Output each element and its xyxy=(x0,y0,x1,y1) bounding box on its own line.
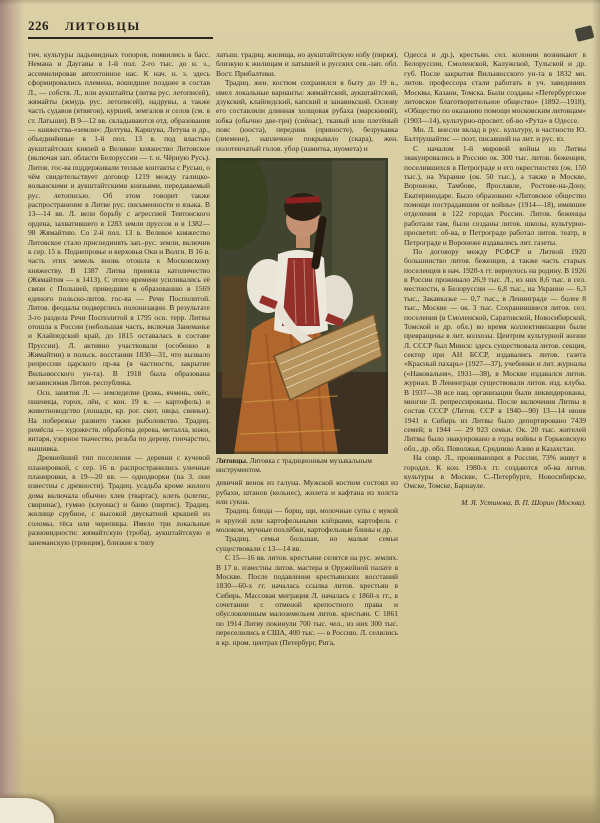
page-edge-shadow-top xyxy=(0,0,600,5)
caption-lead: Литовцы. xyxy=(216,457,248,466)
paragraph: Традиц. семья большая, но малые семьи существовали с 13—14 вв. xyxy=(216,534,398,553)
paragraph: латыш. традиц. жилища, но аукштайтскую избу (пиркя), близкую к жилищам и латышей и русских сев.-зап. обл. Вост. Прибалтики. xyxy=(216,50,398,78)
photo-figure xyxy=(216,158,398,475)
paragraph: девичий венок из галуна. Мужской костюм состоял из рубахи, штанов (кельнес), жилета и кафтана из холста или сукна. xyxy=(216,478,398,506)
paragraph: По договору между РСФСР и Литвой 1920 большинство литов. беженцев, а также часть старых поселенцев в нач. 1920-х гг. вернулось на родину. В 1926 в России проживало 26,9 тыс. Л., из них 8,6 тыс. в сел. местности, в Белоруссии — 6,8 тыс., на Украине — 6,3 тыс., Закавказье — 0,7 тыс., в Ленинграде — более 8 тыс., Москве — ок. 3 тыс. Сохранившиеся литов. сел. поселения (в Смоленской, Саратовской, Новосибирской, Томской и др. обл.) во время коллективизации были превращены в лит. колхозы. Центром культурной жизни Л. СССР был Минск: здесь существовала литов. секция, сектор при АН БССР, издавались литов. газета «Красный пахарь» (1927—37), учебники и лит. журналы («Наковальня», 1931—38), в Москве издавался литов. журнал. В Ленинграде существовали литов. изд. клубы. В 1937—38 все нац. организации были ликвидированы, многие Л. репрессированы. После включения Литвы в состав СССР (Литов. ССР в 1940—90) 13—14 июня 1941 в Сибирь из Литвы было депортировано 7439 семей; в 1944 — 29 923 семьи. Ок. 20 тыс. жителей Литвы было эвакуировано в годы войны в Горьковскую обл., др. обл. Поволжья, Среднюю Азию и Казахстан. xyxy=(404,246,586,453)
paragraph: С 15—16 вв. литов. крестьяне селятся на рус. землях. В 17 в. известны литов. мастера в Оружейной палате в Москве. После подавления крестьянских восстаний 1830—60-х гг. началась ссылка литов. крестьян в Сибирь. Массовая миграция Л. началась с 1860-х гг., в сочетании с отменой крепостного права и обусловленным малоземельем литов. крестьян. С 1861 по 1914 Литву покинули 700 тыс. чел., из них 300 тыс. переселились в США, 400 тыс. — в Россию. Л. селились в кр. пром. центрах (Петербург, Рига, xyxy=(216,553,398,647)
paragraph: На совр. Л., проживающих в России, 73% живут в городах. К кон. 1980-х гг. создаются об-ва литов. культуры в Москве, С.-Петербурге, Новосибирске, Омске, Томске, Барнауле. xyxy=(404,453,586,491)
paragraph: Древнейший тип поселения — деревни с кучевой планировкой, с сер. 16 в. распространились уличные планировки, в 19—20 вв. — однодворки (на З. они известны с древности). Традиц. усадьба кроме жилого дома включала обычно хлев (твартас), клеть (клетис, свиринас), гумно (клуонас) и баню (пиртис). Традиц. жилище срубное, с высокой двускатной крышей из соломы, тёса или черепицы. Имело три локальные разновидности: жямайтскую (троба), аукштайтскую и занеманскую (гринция), близкие к типу xyxy=(28,453,210,547)
photo-lithuanian-woman-with-kankles xyxy=(216,158,388,454)
paragraph: Осн. занятия Л. — земледелие (рожь, ячмень, овёс, пшеница, горох, лён, с кон. 19 в. — картофель) и животноводство (лошади, кр. рог. скот, овцы, свиньи). На побережье развито также рыболовство. Традиц. ремёсла — художеств. обработка дерева, металла, кожи, янтаря, узорное ткачество, резьба по дереву, гончарство, вышивка. xyxy=(28,387,210,453)
binding-shadow xyxy=(0,0,24,823)
photo-caption xyxy=(216,457,398,475)
paragraph: Традиц. жен. костюм сохранялся в быту до 19 в., имел локальные варианты: жямайтский, аукштайтский, дзукский, клайпедский, капский и занавикский. Основу его составляли длинная холщовая рубаха (марскиняй), юбка (обычно две-три) (сиёнас), тканый или плетёный пояс (юоста), передник (приюосте), безрукавка (лиемене), наплечное покрывало (скара), жен. полотенчатый голов. убор (намитка, нуомета) и xyxy=(216,78,398,153)
text-column-1 xyxy=(28,50,210,812)
paragraph: тич. культуры ладьевидных топоров, появились в басс. Немана и Даугавы в 1-й пол. 2-го тыс. до н. э., ассимилировав автохтонное нас. К нач. н. э. здесь сформировались племена, вошедшие позднее в состав Л., — собств. Л., или аукштайты (литва рус. летописей), жямайты (жмудь рус. летописей), надрувы, а также часть судавов (ятвягов), куршей, земгалов и селов (см. в ст. Латыши). В 9—12 вв. складываются отд. образования — княжества-«земли»: Делтува, Каршува, Летува и др., объединённые в 1-й пол. 13 в. под властью аукштайтских князей в Великое княжество Литовское (включая зап. области Белоруссии — т. н. Чёрную Русь). Литов. гос-ва поддерживали тесные контакты с Русью, о чём свидетельствует договор 1219 между галицко-волынскими и аукштайтскими князьями, передаваемый рус. летописью. Об этом говорит также распространение в Литве рус. письменности и языка. В 13—14 вв. Л. вели борьбу с агрессией Тевтонского ордена, захватившего в 1283 земли пруссов и в 1382—98 Жямайтию. Со 2-й пол. 13 в. Великое княжество Литовское стало присоединять зап.-рус. земли, включив к сер. 15 в. Поднепровье и верховья Оки и Волги. В 16 в. часть этих земель вновь отошла к Московскому княжеству. В 1387 Литва приняла католичество (Жямайтия — в 1413). С этого времени усиливались её связи с Польшей, приведшие к образованию в 1569 единого польско-литов. гос-ва — Речи Посполитой. Литов. феодалы подверглись полонизации. В результате 3-го раздела Речи Посполитой в 1795 осн. терр. Литвы отошла к России (небольшая часть, включая Занеманье и Клайпедский край, до 1815 оставалась в составе Пруссии). Л. активно участвовали (особенно в Жямайтии) в польск. восстании 1830—31, что вызвало репрессии царского пр-ва (в частности, закрытие Вильнюсского ун-та). В 1918 была образована независимая Литов. республика. xyxy=(28,50,210,388)
author-attribution: М. Я. Устинова, В. П. Шорин (Москва). xyxy=(461,497,586,507)
paragraph: Одесса и др.), крестьян. сел. колонии возникают в Белоруссии, Смоленской, Калужской, Тульской и др. губ. После закрытия Вильнюсского ун-та в 1832 мн. литов. профессора стали работать в уч. заведениях Москвы, Казани, Томска. Были созданы «Петербургское литовское благотворительное общество» (1892—1918), «Общество по оказанию помощи московским литовцам» (1903—14), культурно-просвет. об-во «Рута» в Одессе. xyxy=(404,50,586,125)
paragraph: Традиц. блюда — борщ, щи, молочные супы с мукой и крупой или картофельными клёцками, картофель с молоком, мучные похлёбки, картофельные блины и др. xyxy=(216,506,398,534)
page-edge-shadow-right xyxy=(592,0,600,823)
page-number: 226 xyxy=(28,18,49,33)
running-head xyxy=(28,17,141,35)
caption-text: Литовка с традиционным музыкальным инструментом. xyxy=(216,457,372,475)
text-column-2 xyxy=(216,50,398,812)
page-title: ЛИТОВЦЫ xyxy=(65,19,141,33)
header-rule xyxy=(28,37,213,39)
paragraph: С началом 1-й мировой войны из Литвы эвакуировались в Россию ок. 300 тыс. литов. беженцев, поселившихся в Петрограде и его окрестностях (ок. 150 тыс.), на Украине (ок. 50 тыс.), а также в Москве, Воронеже, Тамбове, Ярославле, Ростове-на-Дону, Екатеринодаре. Было образовано «Литовское общество помощи пострадавшим от войны» (1914—18), имевшее отделения в 122 городах России. Литов. беженцы работали там, были созданы литов. школы, культурно-просветит. об-ва, в Петрограде работал литов. театр, в Петрограде и Воронеже издавались лит. газеты. xyxy=(404,143,586,247)
paragraph: Мн. Л. внесли вклад в рус. культуру, в частности Ю. Балтрушайтис — поэт, писавший на лит. и рус. яз. xyxy=(404,125,586,144)
text-column-3 xyxy=(404,50,586,812)
